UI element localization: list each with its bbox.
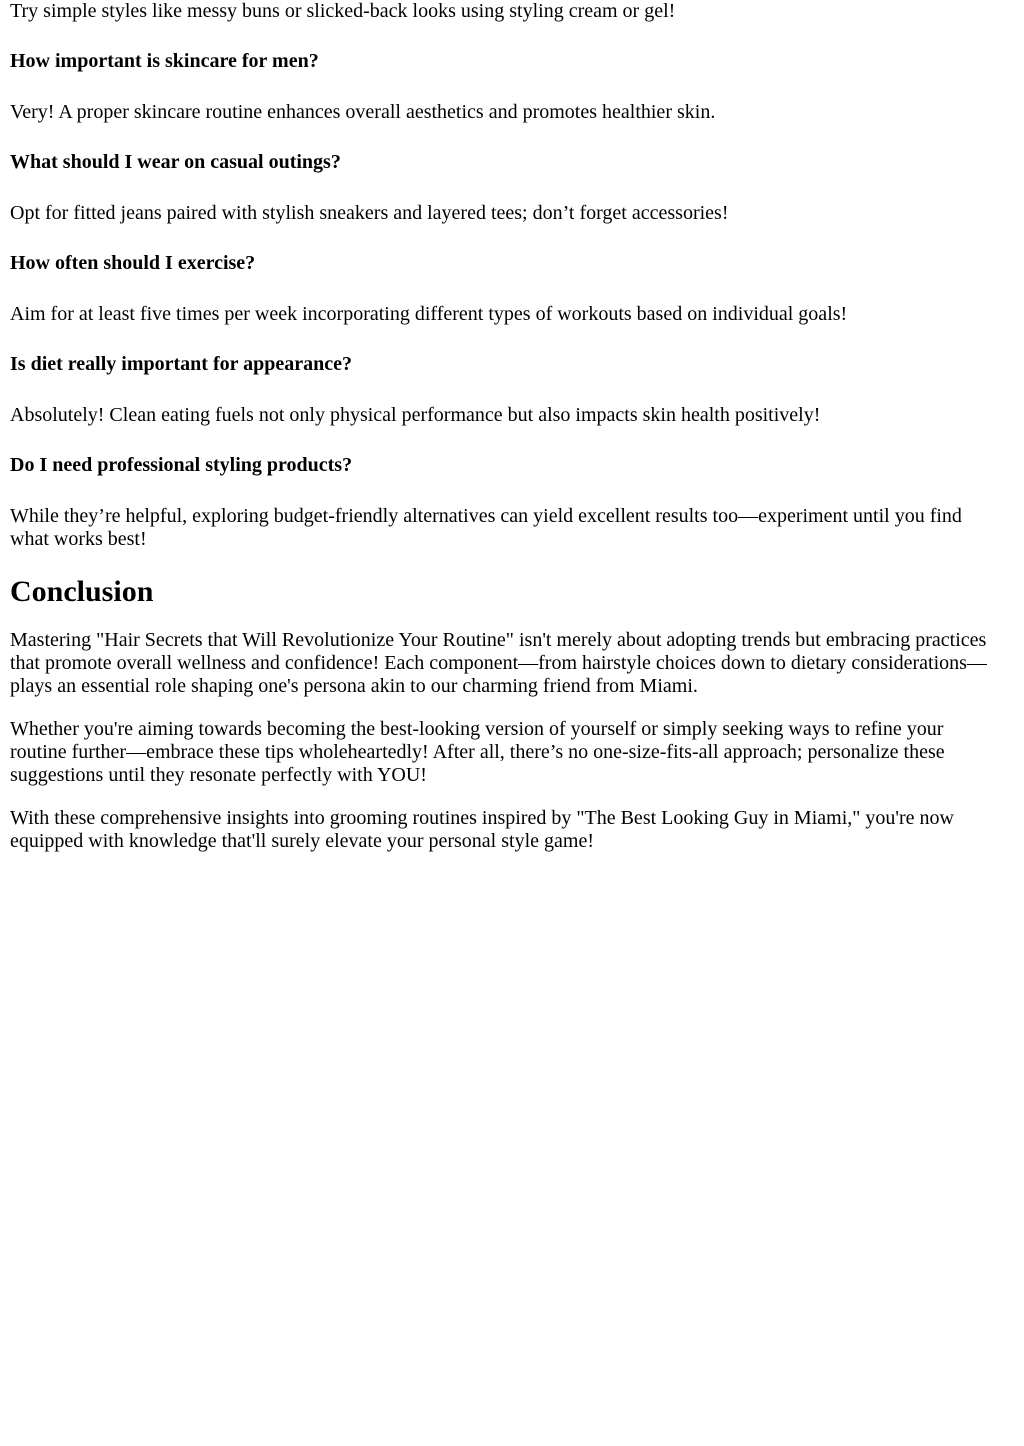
faq-answer: Opt for fitted jeans paired with stylish sneakers and layered tees; don’t forget accessories! (10, 202, 729, 224)
conclusion-paragraph: With these comprehensive insights into grooming routines inspired by "The Best Looking Guy in Miami," you're now equipped with knowledge that'll surely elevate your personal style game! (10, 807, 955, 852)
conclusion-paragraph: Mastering "Hair Secrets that Will Revolutionize Your Routine" isn't merely about adopting trends but embracing practices that promote overall wellness and confidence! Each component—from hairstyle choices down to dietary considerations—plays an essential role shaping one's persona akin to our charming friend from Miami. (10, 629, 987, 697)
faq-answer: Very! A proper skincare routine enhances overall aesthetics and promotes healthier skin. (10, 101, 716, 123)
faq-section (10, 50, 994, 551)
faq-question: Is diet really important for appearance? (10, 353, 353, 375)
faq-answer: Absolutely! Clean eating fuels not only physical performance but also impacts skin health positively! (10, 404, 821, 426)
conclusion-heading: Conclusion (10, 575, 154, 608)
faq-question: How often should I exercise? (10, 252, 256, 274)
faq-answer: Aim for at least five times per week incorporating different types of workouts based on individual goals! (10, 303, 848, 325)
conclusion-section (10, 575, 994, 853)
faq-question: What should I wear on casual outings? (10, 151, 341, 173)
intro-paragraph: Try simple styles like messy buns or slicked-back looks using styling cream or gel! (10, 0, 676, 22)
faq-question: Do I need professional styling products? (10, 454, 353, 476)
conclusion-paragraph: Whether you're aiming towards becoming the best-looking version of yourself or simply seeking ways to refine your routine further—embrace these tips wholeheartedly! After all, there’s no one-size-fits-all approach; personalize these suggestions until they resonate perfectly with YOU! (10, 718, 945, 786)
faq-question: How important is skincare for men? (10, 50, 319, 72)
faq-answer: While they’re helpful, exploring budget-friendly alternatives can yield excellent results too—experiment until you find what works best! (10, 505, 962, 550)
